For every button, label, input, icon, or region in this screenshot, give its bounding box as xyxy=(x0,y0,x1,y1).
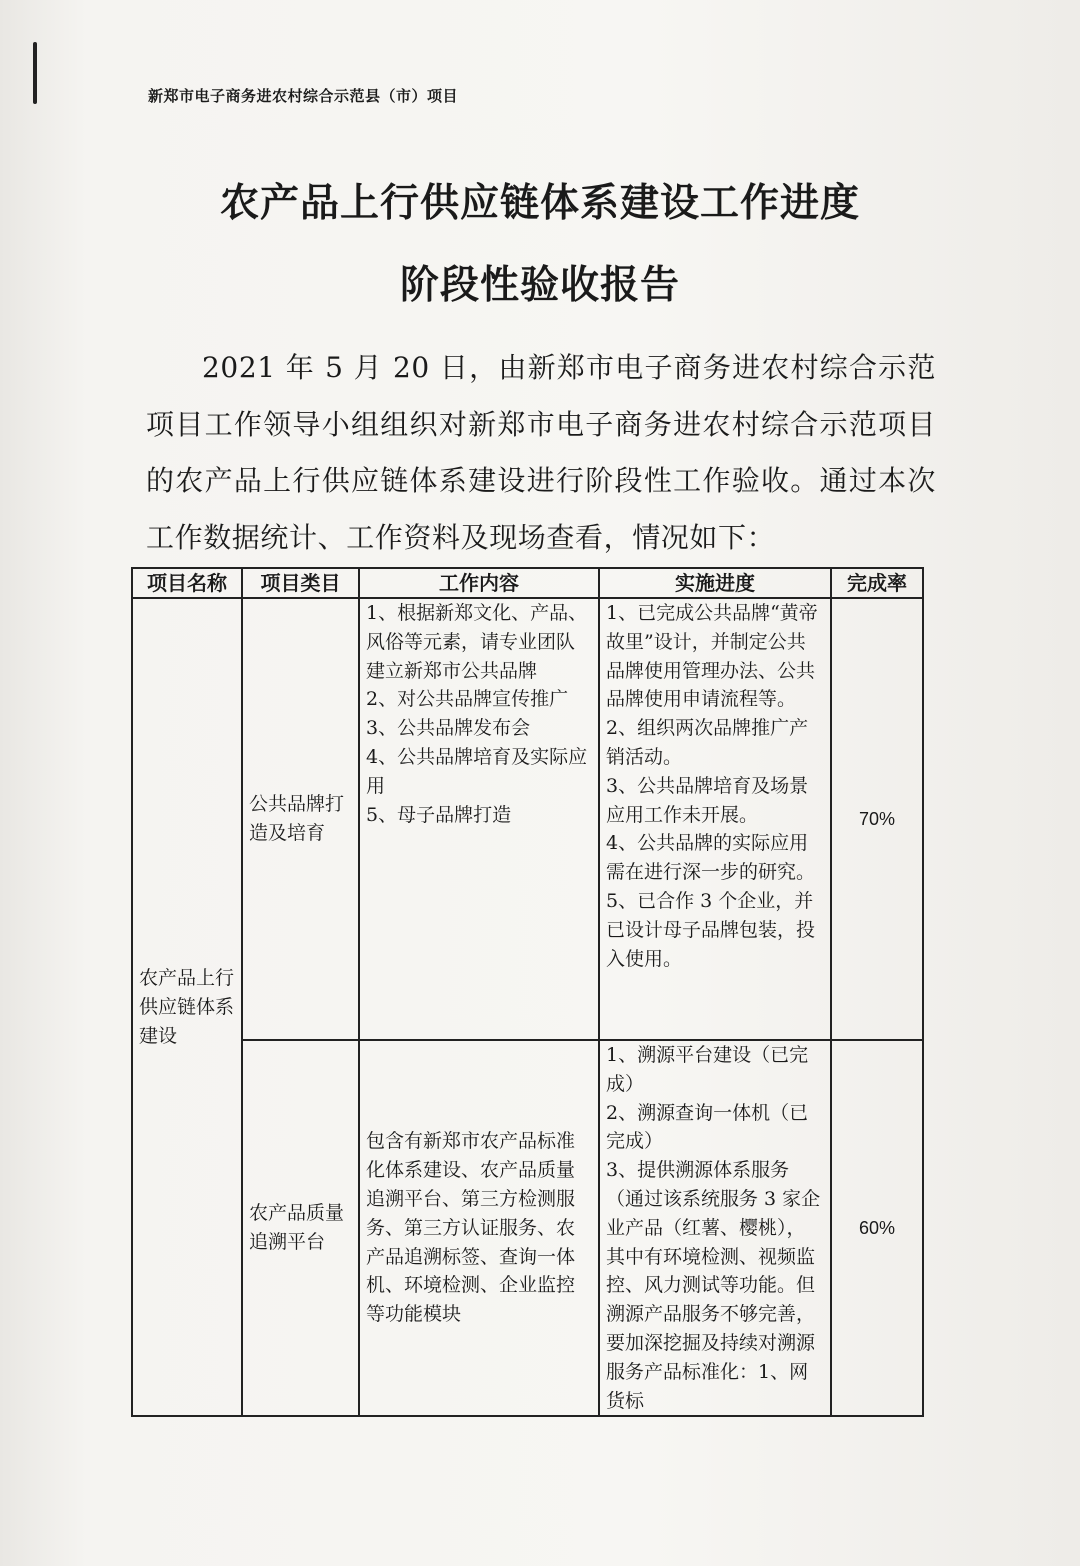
work-item: 3、公共品牌发布会 xyxy=(366,717,531,740)
table-row xyxy=(132,598,923,1040)
work-content-cell xyxy=(359,598,599,1040)
progress-item: 3、提供溯源体系服务（通过该系统服务 3 家企业产品（红薯、樱桃），其中有环境检测、视频监控、风力测试等功能。但溯源产品服务不够完善，要加深挖掘及持续对溯源服务产品标准化：1、网货标 xyxy=(606,1159,821,1412)
progress-item: 4、公共品牌的实际应用需在进行深一步的研究。 xyxy=(606,832,816,884)
category-cell: 农产品质量追溯平台 xyxy=(242,1040,359,1416)
report-title-line-1: 农产品上行供应链体系建设工作进度 xyxy=(219,180,860,226)
margin-pen-mark xyxy=(33,42,37,104)
completion-rate-cell: 70% xyxy=(831,598,923,1040)
work-item: 包含有新郑市农产品标准化体系建设、农产品质量追溯平台、第三方检测服务、第三方认证服务、农产品追溯标签、查询一体机、环境检测、企业监控等功能模块 xyxy=(366,1130,576,1326)
category-cell: 公共品牌打造及培育 xyxy=(242,598,359,1040)
project-name-cell: 农产品上行供应链体系建设 xyxy=(132,598,242,1416)
work-item: 2、对公共品牌宣传推广 xyxy=(366,688,569,711)
project-header: 新郑市电子商务进农村综合示范县（市）项目 xyxy=(148,87,459,105)
header-project-category: 项目类目 xyxy=(242,568,359,598)
work-content-cell xyxy=(359,1040,599,1416)
progress-item: 3、公共品牌培育及场景应用工作未开展。 xyxy=(606,774,809,826)
progress-item: 1、已完成公共品牌“黄帝故里”设计，并制定公共品牌使用管理办法、公共品牌使用申请流程等。 xyxy=(606,602,818,711)
table-header-row xyxy=(132,568,923,598)
progress-table xyxy=(131,567,924,1417)
progress-cell xyxy=(599,598,831,1040)
table-row xyxy=(132,1040,923,1416)
progress-item: 2、溯源查询一体机（已完成） xyxy=(606,1101,809,1153)
progress-item: 1、溯源平台建设（已完成） xyxy=(606,1044,809,1095)
header-work-content: 工作内容 xyxy=(359,568,599,598)
work-item: 5、母子品牌打造 xyxy=(366,803,512,826)
progress-cell xyxy=(599,1040,831,1416)
progress-item: 5、已合作 3 个企业，并已设计母子品牌包装，投入使用。 xyxy=(606,889,816,970)
completion-rate-cell: 60% xyxy=(831,1040,923,1416)
header-completion-rate: 完成率 xyxy=(831,568,923,598)
work-item: 4、公共品牌培育及实际应用 xyxy=(366,745,588,797)
report-title-line-2: 阶段性验收报告 xyxy=(399,262,680,308)
intro-paragraph: 2021 年 5 月 20 日，由新郑市电子商务进农村综合示范项目工作领导小组组织对新郑市电子商务进农村综合示范项目的农产品上行供应链体系建设进行阶段性工作验收。通过本次工作数据统计、工作资料及现场查看，情况如下： xyxy=(146,351,936,554)
header-progress: 实施进度 xyxy=(599,568,831,598)
progress-item: 2、组织两次品牌推广产销活动。 xyxy=(606,717,809,768)
header-project-name: 项目名称 xyxy=(132,568,242,598)
work-item: 1、根据新郑文化、产品、风俗等元素，请专业团队建立新郑市公共品牌 xyxy=(366,602,588,682)
